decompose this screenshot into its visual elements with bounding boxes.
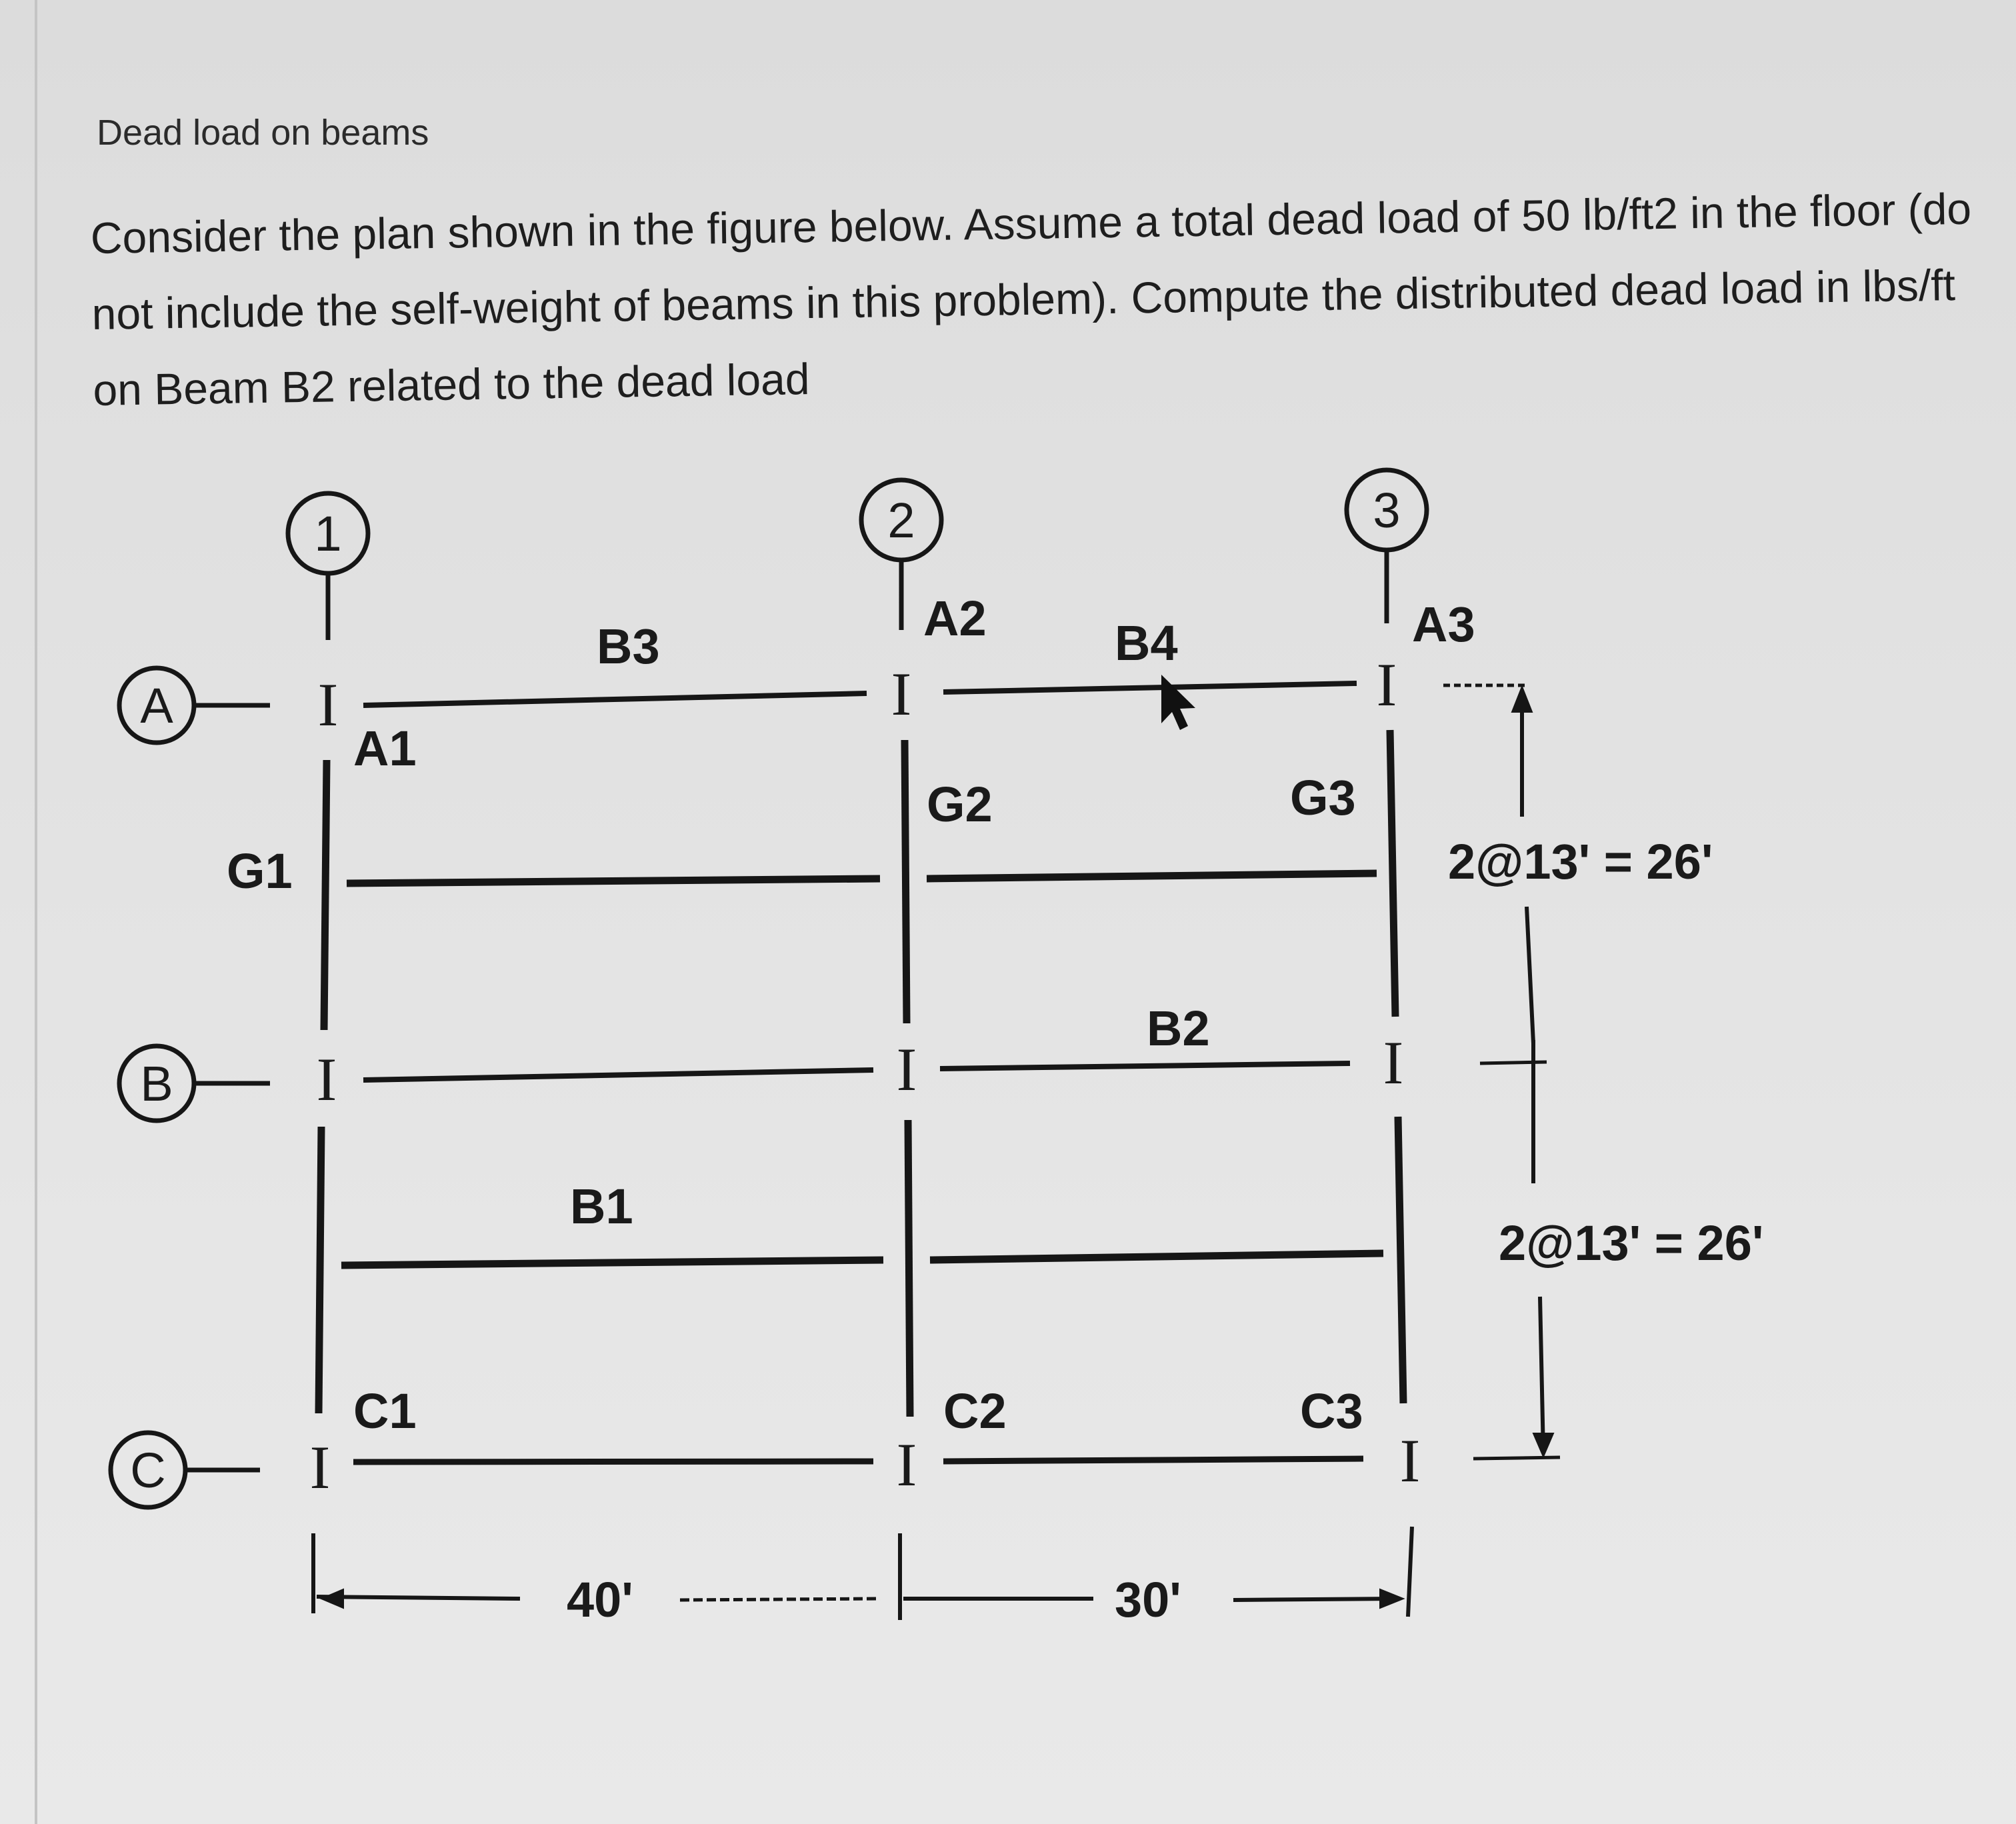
beam-b4 <box>943 683 1357 692</box>
column-b3-symbol: I <box>1383 1029 1404 1097</box>
dim-arrow-right <box>1380 1589 1403 1608</box>
question-text: Consider the plan shown in the figure below. Assume a total dead load of 50 lb/ft2 in the floor (do not include the self-weight of beams in this problem). Compute the distributed dead load in lbs/ft on Beam B2 related to the dead load <box>90 183 1972 415</box>
column-a3-symbol: I <box>1376 651 1397 719</box>
girder-g1-upper <box>324 760 327 1030</box>
beam-b3 <box>363 693 867 705</box>
dim-arrow-top <box>1512 687 1532 712</box>
girder-g3-lower <box>1398 1117 1403 1403</box>
girder-g2-lower <box>908 1120 910 1417</box>
beam-b1 <box>341 1260 883 1265</box>
dim-line-upper-2 <box>1527 907 1533 1043</box>
label-g1: G1 <box>227 843 293 899</box>
label-c1: C1 <box>353 1383 417 1439</box>
column-c1-symbol: I <box>309 1433 331 1501</box>
dim-tick-bottom <box>1473 1457 1560 1459</box>
label-a1: A1 <box>353 721 417 776</box>
label-b2: B2 <box>1147 1001 1210 1056</box>
dim-arrow-left <box>321 1589 343 1608</box>
dim-label-lower: 2@13' = 26' <box>1499 1215 1764 1271</box>
grid-label-2: 2 <box>887 493 915 548</box>
label-b3: B3 <box>597 619 660 674</box>
section-heading: Dead load on beams <box>97 113 429 153</box>
dim-line-30-right <box>1233 1599 1393 1600</box>
mouse-cursor-icon <box>1161 675 1195 730</box>
dim-label-30: 30' <box>1115 1572 1181 1627</box>
column-a1-symbol: I <box>317 671 339 739</box>
label-c3: C3 <box>1300 1383 1363 1439</box>
label-g3: G3 <box>1290 770 1356 825</box>
dim-label-upper: 2@13' = 26' <box>1448 834 1713 889</box>
dim-line-40-left <box>317 1597 520 1599</box>
beam-row-b-left <box>363 1070 873 1080</box>
label-a2: A2 <box>923 591 987 646</box>
dim-tick-mid <box>1480 1062 1547 1063</box>
grid-label-b: B <box>140 1056 173 1111</box>
girder-g3-upper <box>1390 730 1395 1017</box>
label-g2: G2 <box>927 777 993 832</box>
dim-arrow-bottom <box>1533 1433 1553 1457</box>
dim-label-40: 40' <box>567 1572 633 1627</box>
beam-row-c-right <box>943 1459 1363 1461</box>
column-c3-symbol: I <box>1399 1427 1421 1495</box>
column-c2-symbol: I <box>896 1431 917 1499</box>
beam-b2 <box>940 1063 1350 1069</box>
label-c2: C2 <box>943 1383 1007 1439</box>
dim-end-right <box>1408 1527 1412 1617</box>
label-b4: B4 <box>1115 615 1178 671</box>
dim-line-lower-2 <box>1540 1297 1543 1453</box>
column-b1-symbol: I <box>316 1045 337 1113</box>
beam-mid-upper-left <box>347 879 880 883</box>
label-b1: B1 <box>570 1179 633 1234</box>
grid-label-c: C <box>130 1443 166 1498</box>
girder-g1-lower <box>319 1127 321 1413</box>
dim-line-40-right <box>680 1599 880 1600</box>
grid-label-1: 1 <box>314 506 342 561</box>
grid-label-a: A <box>140 678 173 733</box>
beam-row-c-left <box>353 1461 873 1462</box>
beam-mid-upper-right <box>927 873 1377 879</box>
girder-g2-upper <box>905 740 907 1023</box>
label-a3: A3 <box>1412 597 1475 652</box>
grid-label-3: 3 <box>1373 483 1401 538</box>
column-a2-symbol: I <box>891 660 912 728</box>
column-b2-symbol: I <box>896 1035 917 1103</box>
beam-mid-lower-right <box>930 1253 1383 1260</box>
